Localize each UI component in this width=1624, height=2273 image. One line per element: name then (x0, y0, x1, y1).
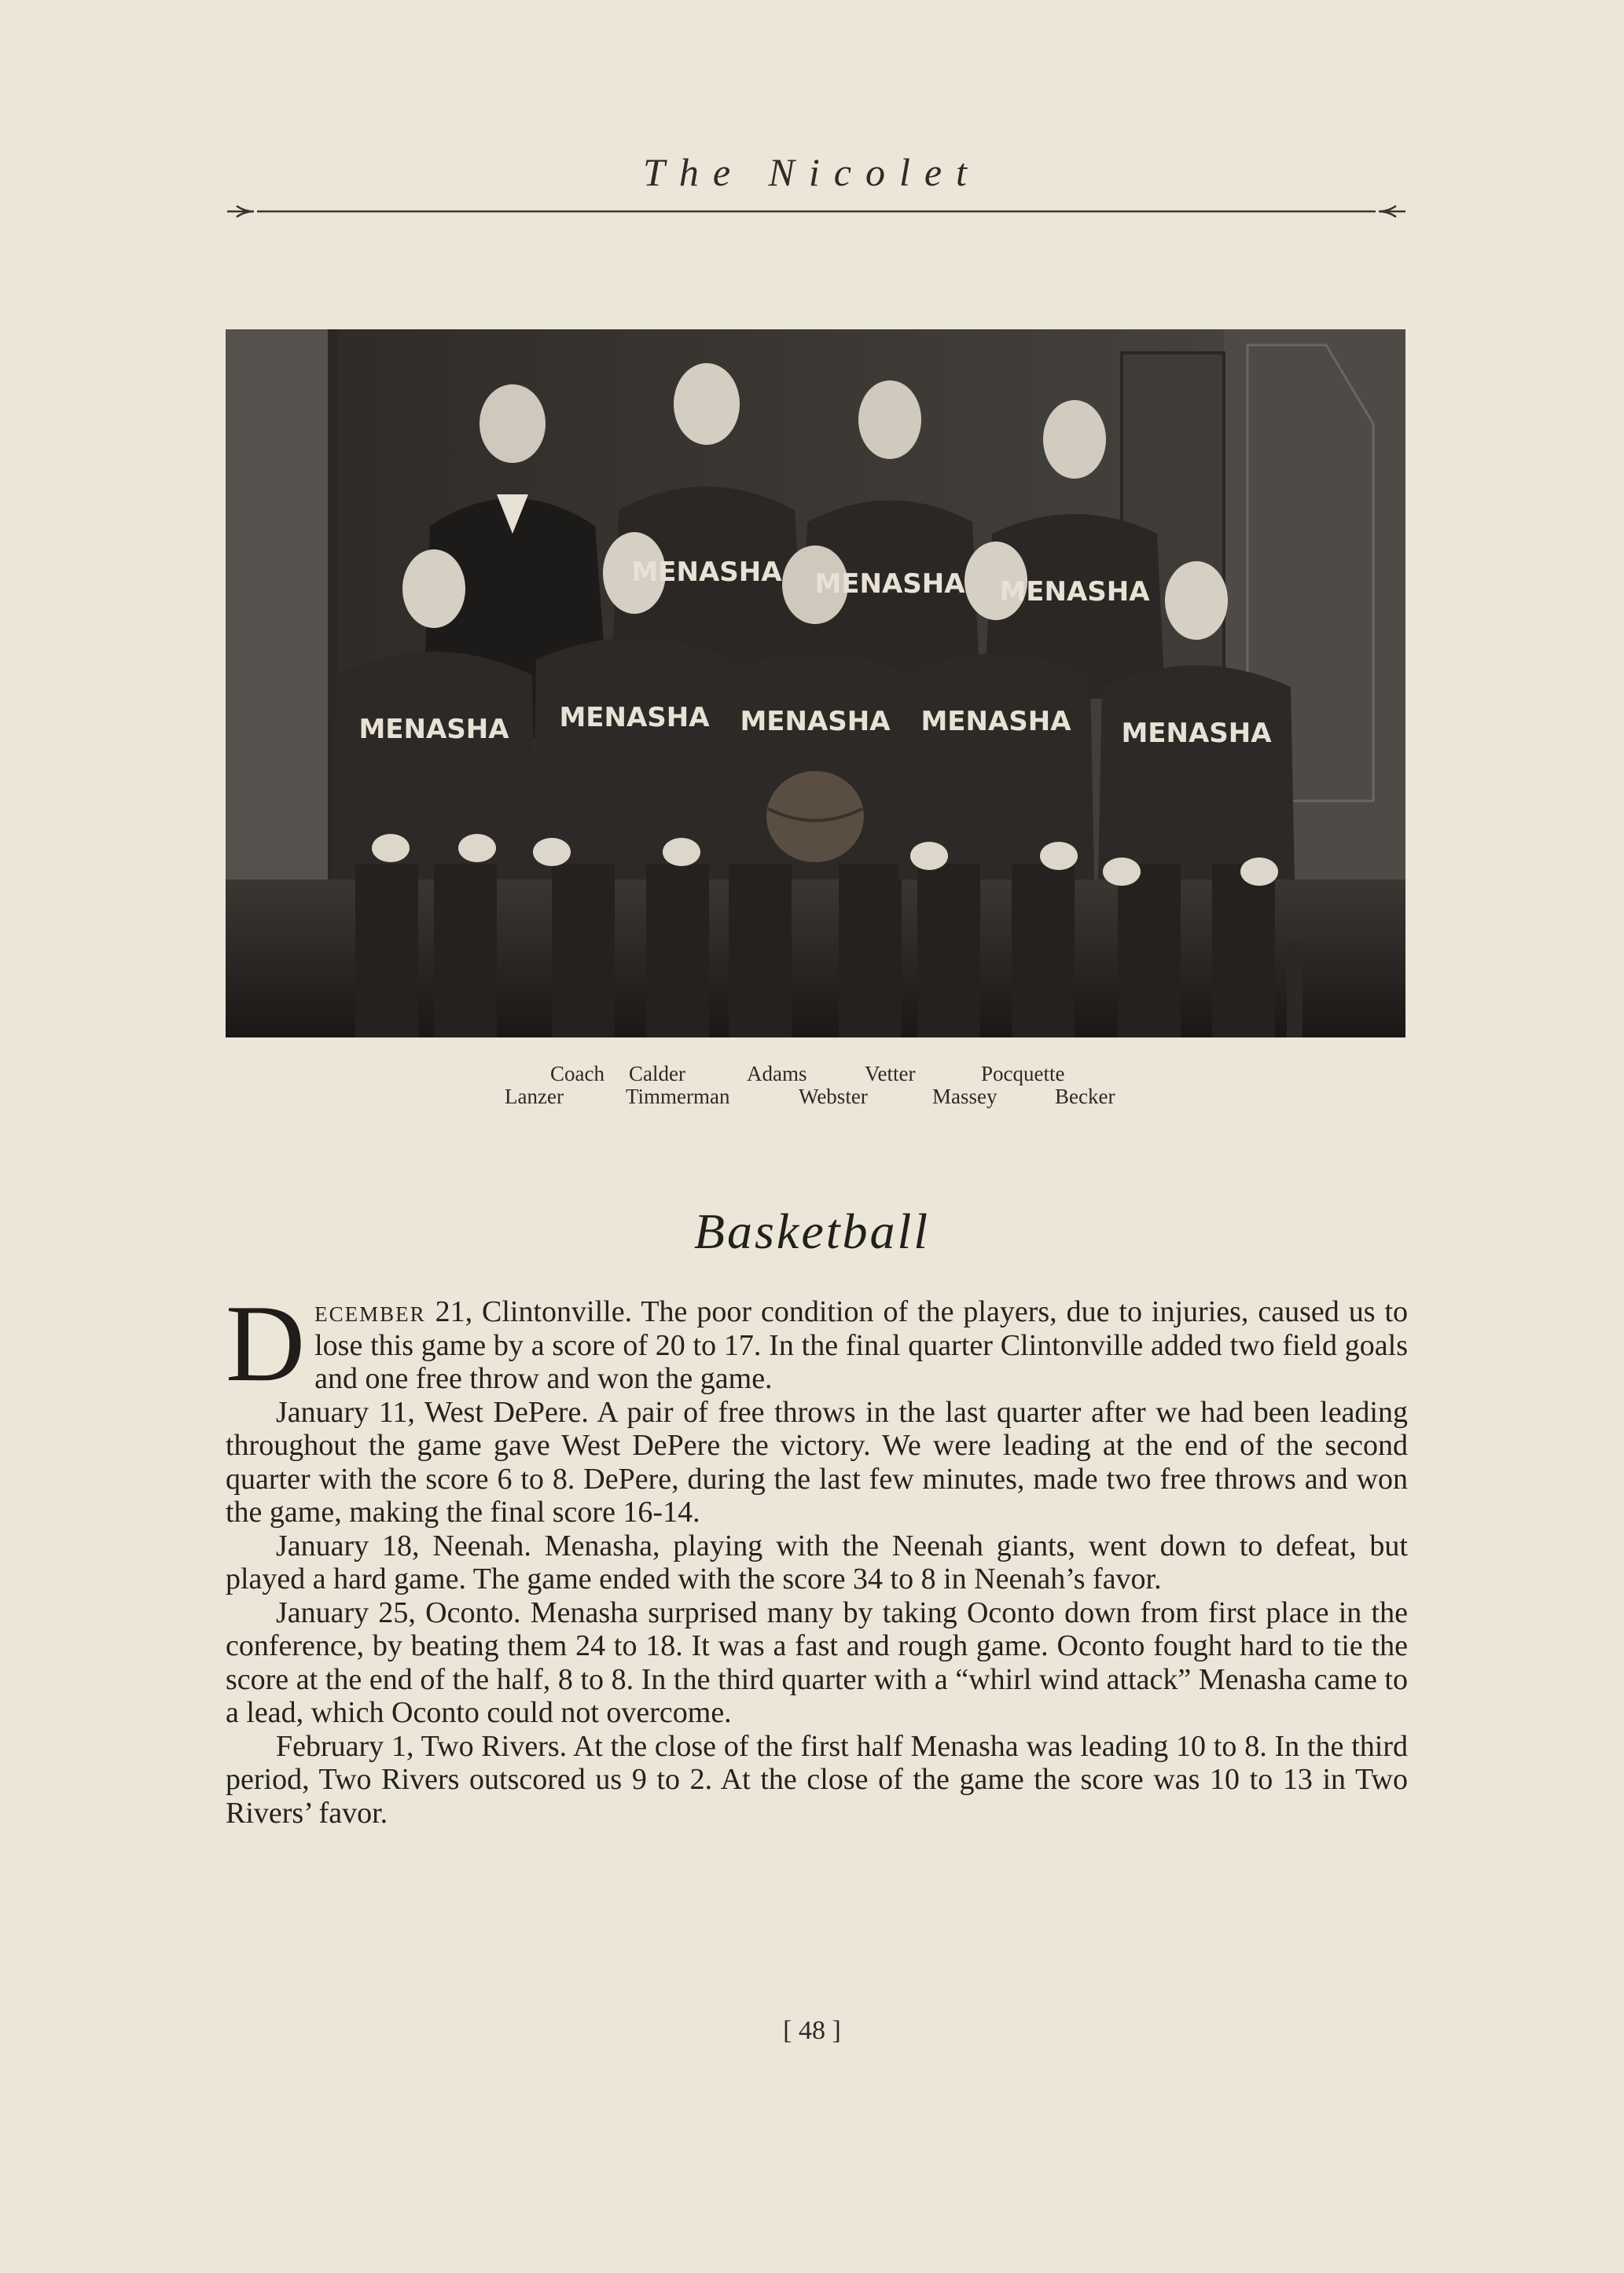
paragraph: January 18, Neenah. Menasha, playing with the Neenah giants, went down to defeat, but played a hard game. The game ended with the score 34 to 8 in Neenah’s favor. (226, 1529, 1408, 1596)
jersey-text: MENASHA (999, 576, 1150, 608)
caption-name: Becker (1055, 1085, 1115, 1108)
caption-name: Pocquette (981, 1062, 1065, 1085)
caption-name: Calder (629, 1062, 685, 1085)
caption-name: Lanzer (505, 1085, 564, 1108)
paragraph: February 1, Two Rivers. At the close of the first half Menasha was leading 10 to 8. In the third period, Two Rivers outscored us 9 to 2. At the close of the game the score was 10 to 13 in Two Rivers’ favor. (226, 1729, 1408, 1830)
paragraph: January 11, West DePere. A pair of free throws in the last quarter after we had been leading throughout the game gave West DePere the victory. We were leading at the end of the second quarter with the score 6 to 8. DePere, during the last few minutes, made two free throws and won the game, making the final score 16-14. (226, 1395, 1408, 1529)
smallcaps-lead: ecember (314, 1295, 426, 1328)
jersey-text: MENASHA (814, 568, 965, 600)
paragraph: January 25, Oconto. Menasha surprised many by taking Oconto down from first place in the conference, by beating them 24 to 18. It was a fast and rough game. Oconto fought hard to tie the score at the end of the half, 8 to 8. In the third quarter with a “whirl wind attack” Menasha came to a lead, which Oconto could not overcome. (226, 1596, 1408, 1729)
paragraph (226, 1283, 1408, 1405)
photo-caption (440, 1063, 1195, 1108)
section-title: Basketball (693, 1203, 931, 1259)
caption-row-front (440, 1085, 1195, 1108)
jersey-text: MENASHA (631, 556, 782, 588)
jersey-text: MENASHA (559, 702, 710, 733)
caption-name: Adams (747, 1062, 807, 1085)
page-number: [ 48 ] (783, 2016, 841, 2045)
jersey-text: MENASHA (920, 706, 1071, 737)
caption-name: Coach (550, 1062, 604, 1085)
caption-name: Vetter (865, 1062, 916, 1085)
paragraph-text: 21, Clintonville. The poor condition of the players, due to injuries, caused us to lose this game by a score of 20 to 17. In the final quarter Clintonville added two field goals and one free throw and won the game. (314, 1295, 1408, 1395)
jersey-text: MENASHA (1121, 718, 1272, 749)
jersey-text: MENASHA (740, 706, 891, 737)
caption-name: Timmerman (626, 1085, 730, 1108)
caption-name: Webster (799, 1085, 868, 1108)
ornamental-rule (226, 198, 1407, 230)
article-body (226, 1283, 1408, 1830)
caption-row-back (440, 1063, 1195, 1085)
drop-cap: D (226, 1283, 306, 1405)
jersey-text: MENASHA (358, 714, 509, 745)
caption-name: Massey (932, 1085, 998, 1108)
running-title: The Nicolet (643, 150, 981, 194)
team-photo (226, 329, 1405, 1037)
